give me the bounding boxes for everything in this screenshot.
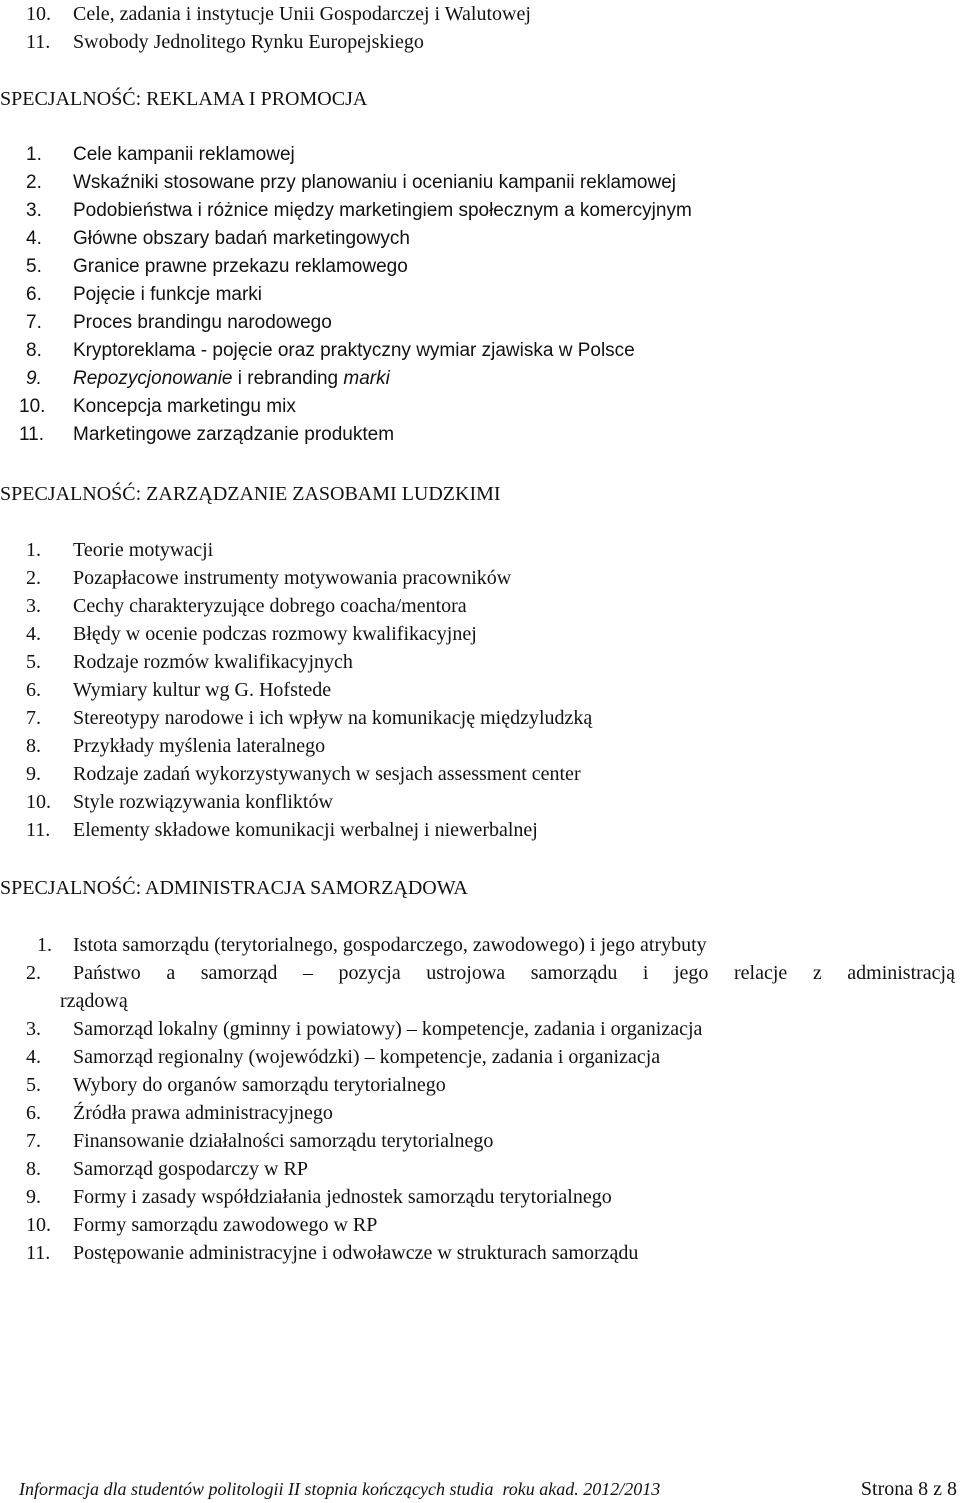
item-text: Przykłady myślenia lateralnego (73, 735, 326, 757)
item-number: 4. (26, 1046, 41, 1068)
continued-list (0, 0, 960, 56)
list-item (0, 959, 960, 1015)
section-list-reklama (0, 141, 960, 449)
item-number: 10. (26, 3, 51, 25)
list-item (0, 648, 960, 676)
item-number: 6. (26, 679, 41, 701)
list-item (0, 1239, 960, 1267)
list-item (0, 564, 960, 592)
item-text: Elementy składowe komunikacji werbalnej i niewerbalnej (73, 819, 538, 841)
item-text: Samorząd regionalny (wojewódzki) – kompetencje, zadania i organizacja (73, 1046, 661, 1068)
list-item (0, 592, 960, 620)
item-number: 7. (26, 312, 42, 333)
list-item (0, 0, 960, 28)
list-item (0, 704, 960, 732)
item-text (73, 365, 390, 393)
item-number: 5. (26, 651, 41, 673)
list-item (0, 536, 960, 564)
list-item (0, 337, 960, 365)
list-item (0, 197, 960, 225)
item-text: Rodzaje zadań wykorzystywanych w sesjach assessment center (73, 763, 581, 785)
item-text: Granice prawne przekazu reklamowego (73, 256, 408, 277)
item-text: Błędy w ocenie podczas rozmowy kwalifikacyjnej (73, 623, 477, 645)
item-text: Samorząd lokalny (gminny i powiatowy) – kompetencje, zadania i organizacja (73, 1018, 703, 1040)
item-text: Style rozwiązywania konfliktów (73, 791, 333, 813)
item-text: Źródła prawa administracyjnego (73, 1102, 333, 1124)
list-item (0, 732, 960, 760)
page-number: Strona 8 z 8 (860, 1478, 957, 1500)
item-text-continued: rządową (60, 990, 128, 1012)
item-text: Marketingowe zarządzanie produktem (73, 424, 395, 445)
item-text: Formy i zasady współdziałania jednostek samorządu terytorialnego (73, 1186, 612, 1208)
list-item (0, 620, 960, 648)
list-item (0, 1183, 960, 1211)
list-item (0, 676, 960, 704)
section-heading-administracja: SPECJALNOŚĆ: ADMINISTRACJA SAMORZĄDOWA (0, 877, 468, 899)
list-item (0, 788, 960, 816)
item-number: 9. (26, 763, 41, 785)
list-item (0, 365, 960, 393)
item-number: 2. (26, 962, 41, 984)
item-text: Formy samorządu zawodowego w RP (73, 1214, 378, 1236)
item-number: 3. (26, 200, 42, 221)
item-number: 7. (26, 1130, 41, 1152)
section-list-zasoby-ludzkie (0, 536, 960, 844)
item-text: Postępowanie administracyjne i odwoławcze w strukturach samorządu (73, 1242, 639, 1264)
list-item (0, 393, 960, 421)
list-item (0, 1071, 960, 1099)
list-item (0, 931, 960, 959)
list-item (0, 309, 960, 337)
list-item (0, 225, 960, 253)
item-text-plain: i rebranding (232, 368, 344, 389)
item-number: 5. (26, 1074, 41, 1096)
item-text: Państwo a samorząd – pozycja ustrojowa samorządu i jego relacje z administracją (73, 962, 955, 984)
item-text: Główne obszary badań marketingowych (73, 228, 410, 249)
item-text-italic: Repozycjonowanie (73, 368, 233, 389)
section-heading-reklama: SPECJALNOŚĆ: REKLAMA I PROMOCJA (0, 88, 368, 110)
item-text: Swobody Jednolitego Rynku Europejskiego (73, 31, 424, 53)
list-item (0, 281, 960, 309)
item-number: 3. (26, 1018, 41, 1040)
list-item (0, 169, 960, 197)
list-item (0, 1043, 960, 1071)
item-text: Koncepcja marketingu mix (73, 396, 296, 417)
item-text-italic: marki (343, 368, 390, 389)
list-item (0, 28, 960, 56)
item-number: 3. (26, 595, 41, 617)
item-text: Wybory do organów samorządu terytorialnego (73, 1074, 446, 1096)
item-number: 11. (26, 819, 51, 841)
item-text: Proces brandingu narodowego (73, 312, 332, 333)
item-number: 1. (26, 539, 41, 561)
item-number: 4. (26, 228, 42, 249)
list-item (0, 1155, 960, 1183)
item-text: Rodzaje rozmów kwalifikacyjnych (73, 651, 353, 673)
item-text: Cele kampanii reklamowej (73, 144, 295, 165)
item-text: Finansowanie działalności samorządu terytorialnego (73, 1130, 494, 1152)
item-text: Istota samorządu (terytorialnego, gospodarczego, zawodowego) i jego atrybuty (73, 934, 707, 956)
item-text: Wymiary kultur wg G. Hofstede (73, 679, 332, 701)
item-number: 2. (26, 567, 41, 589)
footer-info: Informacja dla studentów politologii II stopnia kończących studia roku akad. 2012/2013 (19, 1479, 661, 1499)
item-text: Cele, zadania i instytucje Unii Gospodarczej i Walutowej (73, 3, 531, 25)
item-number: 11. (26, 31, 51, 53)
list-item (0, 816, 960, 844)
item-number: 9. (26, 368, 42, 389)
item-number: 11. (26, 1242, 51, 1264)
item-number: 10. (19, 396, 46, 417)
item-number: 11. (19, 424, 45, 445)
item-text: Teorie motywacji (73, 539, 214, 561)
item-text: Stereotypy narodowe i ich wpływ na komunikację międzyludzką (73, 707, 593, 729)
item-number: 9. (26, 1186, 41, 1208)
section-heading-zasoby-ludzkie: SPECJALNOŚĆ: ZARZĄDZANIE ZASOBAMI LUDZKIMI (0, 483, 501, 505)
item-number: 6. (26, 284, 42, 305)
list-item (0, 760, 960, 788)
item-number: 4. (26, 623, 41, 645)
page-footer (19, 1475, 957, 1499)
item-number: 1. (37, 934, 52, 956)
item-number: 10. (26, 1214, 51, 1236)
item-text: Kryptoreklama - pojęcie oraz praktyczny wymiar zjawiska w Polsce (73, 340, 635, 361)
list-item (0, 253, 960, 281)
list-item (0, 1127, 960, 1155)
item-text: Pozapłacowe instrumenty motywowania pracowników (73, 567, 512, 589)
item-text: Samorząd gospodarczy w RP (73, 1158, 308, 1180)
item-number: 10. (26, 791, 51, 813)
item-number: 8. (26, 1158, 41, 1180)
item-number: 5. (26, 256, 42, 277)
list-item (0, 421, 960, 449)
list-item (0, 1015, 960, 1043)
item-number: 7. (26, 707, 41, 729)
item-number: 8. (26, 340, 42, 361)
item-text: Podobieństwa i różnice między marketingiem społecznym a komercyjnym (73, 200, 692, 221)
section-list-administracja (0, 931, 960, 1267)
item-number: 2. (26, 172, 42, 193)
list-item (0, 1099, 960, 1127)
item-number: 1. (26, 144, 42, 165)
list-item (0, 1211, 960, 1239)
item-number: 8. (26, 735, 41, 757)
item-number: 6. (26, 1102, 41, 1124)
item-text: Pojęcie i funkcje marki (73, 284, 263, 305)
item-text: Wskaźniki stosowane przy planowaniu i ocenianiu kampanii reklamowej (73, 172, 677, 193)
list-item (0, 141, 960, 169)
item-text: Cechy charakteryzujące dobrego coacha/mentora (73, 595, 467, 617)
